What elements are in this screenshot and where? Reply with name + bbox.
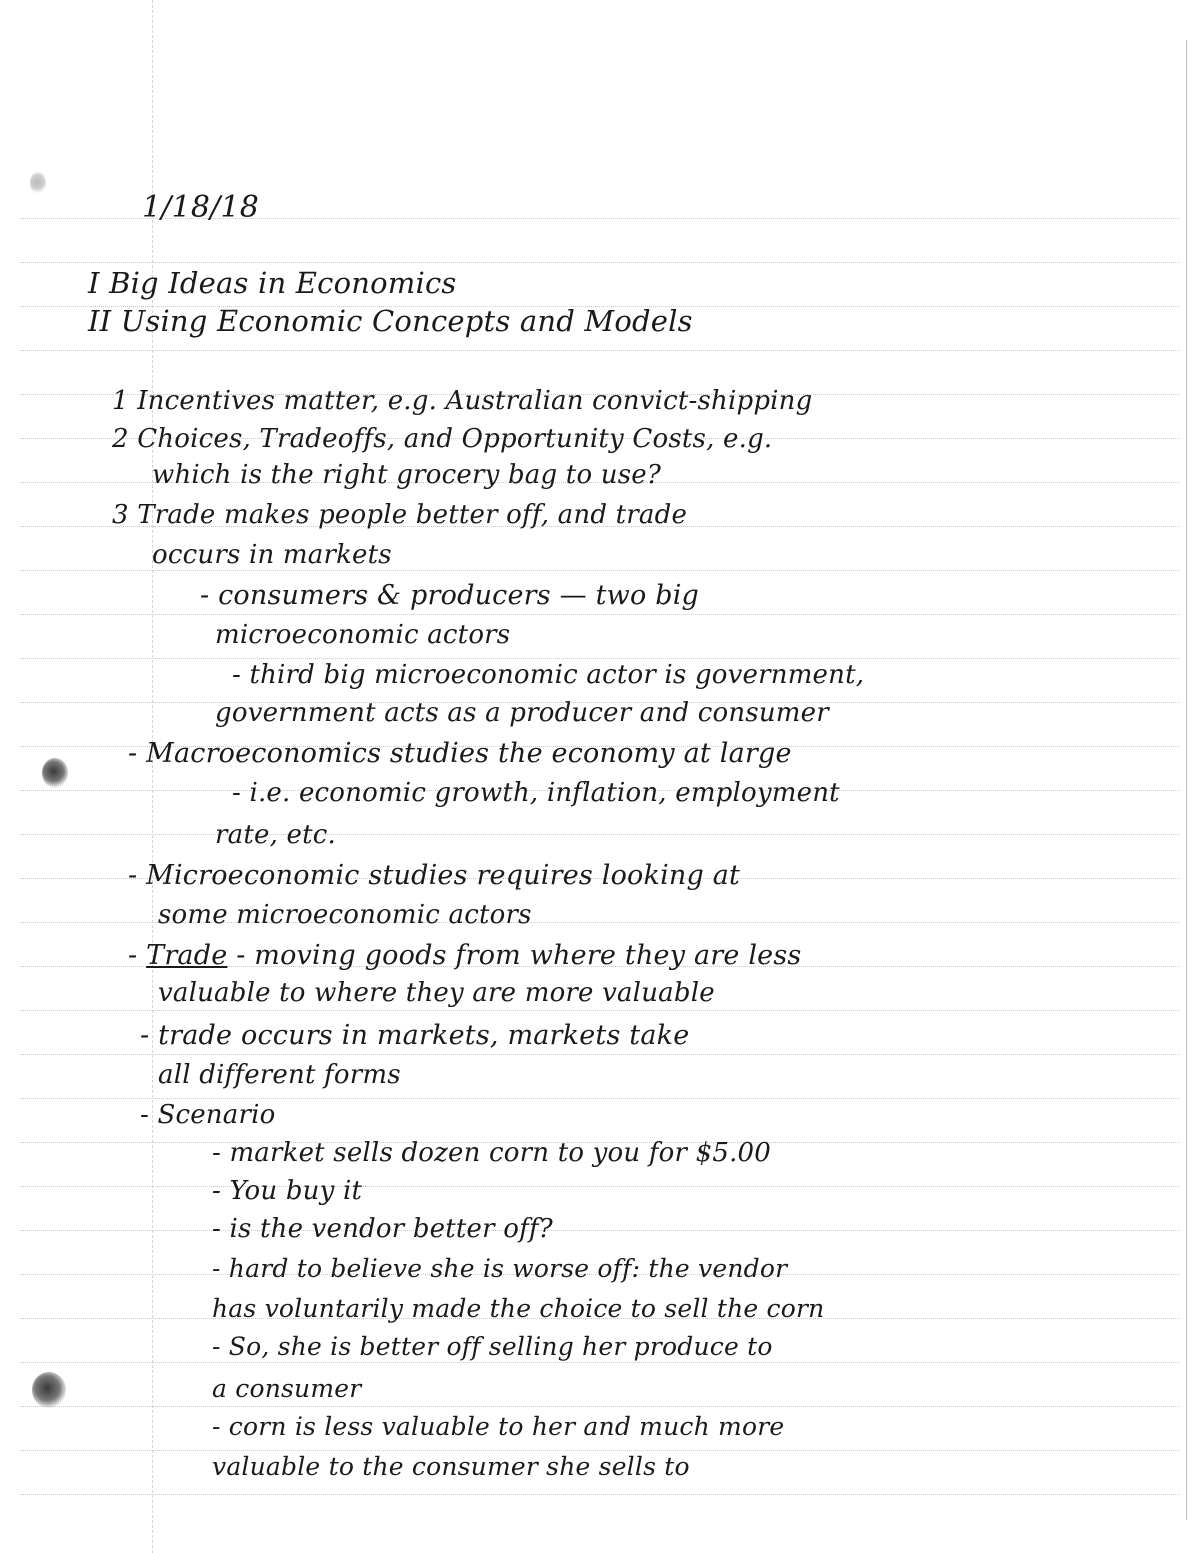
- note-line: all different forms: [158, 1060, 401, 1090]
- note-line: - trade occurs in markets, markets take: [140, 1020, 690, 1051]
- ruled-line: [20, 1450, 1180, 1451]
- note-line: - Macroeconomics studies the economy at large: [128, 738, 792, 769]
- trade-definition: - moving goods from where they are less: [236, 940, 802, 971]
- note-line: - Microeconomic studies requires looking at: [128, 860, 741, 891]
- ruled-line: [20, 570, 1180, 571]
- ruled-line: [20, 1010, 1180, 1011]
- note-line: valuable to the consumer she sells to: [212, 1452, 690, 1481]
- note-line: has voluntarily made the choice to sell the corn: [212, 1294, 825, 1323]
- note-line: - is the vendor better off?: [212, 1214, 553, 1244]
- trade-term: Trade: [146, 940, 228, 971]
- note-line: - corn is less valuable to her and much more: [212, 1412, 785, 1441]
- ruled-line: [20, 614, 1180, 615]
- hole-punch: [42, 758, 68, 788]
- ruled-line: [20, 1098, 1180, 1099]
- note-line: valuable to where they are more valuable: [158, 978, 715, 1008]
- ruled-line: [20, 1406, 1180, 1407]
- note-date: 1/18/18: [142, 190, 260, 225]
- note-line: I Big Ideas in Economics: [88, 266, 457, 300]
- note-line: rate, etc.: [215, 820, 336, 850]
- ruled-line: [20, 1230, 1180, 1231]
- note-line: some microeconomic actors: [158, 900, 532, 930]
- note-line: - i.e. economic growth, inflation, employment: [232, 778, 840, 808]
- note-line: 1 Incentives matter, e.g. Australian convict-shipping: [112, 386, 813, 416]
- hole-punch: [30, 172, 46, 194]
- margin-line: [152, 0, 153, 1553]
- hole-punch: [32, 1372, 66, 1408]
- note-line: - Scenario: [140, 1100, 276, 1130]
- note-line: - hard to believe she is worse off: the vendor: [212, 1254, 788, 1283]
- ruled-line: [20, 834, 1180, 835]
- note-line: - third big microeconomic actor is government,: [232, 660, 865, 690]
- note-line: - You buy it: [212, 1176, 363, 1206]
- note-line: occurs in markets: [152, 540, 392, 570]
- note-line: 2 Choices, Tradeoffs, and Opportunity Costs, e.g.: [112, 424, 773, 454]
- ruled-line: [20, 1494, 1180, 1495]
- note-line: - market sells dozen corn to you for $5.00: [212, 1138, 772, 1168]
- note-line: II Using Economic Concepts and Models: [88, 304, 693, 338]
- note-line: - So, she is better off selling her produce to: [212, 1332, 773, 1361]
- ruled-line: [20, 1054, 1180, 1055]
- note-line: which is the right grocery bag to use?: [152, 460, 661, 490]
- note-line-trade: - Trade - moving goods from where they are less: [128, 940, 802, 971]
- ruled-line: [20, 1186, 1180, 1187]
- note-line: - consumers & producers — two big: [200, 580, 700, 611]
- page-edge: [1186, 40, 1187, 1520]
- ruled-line: [20, 658, 1180, 659]
- ruled-line: [20, 262, 1180, 263]
- ruled-line: [20, 350, 1180, 351]
- note-line: microeconomic actors: [215, 620, 511, 650]
- ruled-line: [20, 1362, 1180, 1363]
- note-line: 3 Trade makes people better off, and trade: [112, 500, 688, 530]
- note-line: a consumer: [212, 1374, 362, 1403]
- note-line: government acts as a producer and consumer: [215, 698, 829, 728]
